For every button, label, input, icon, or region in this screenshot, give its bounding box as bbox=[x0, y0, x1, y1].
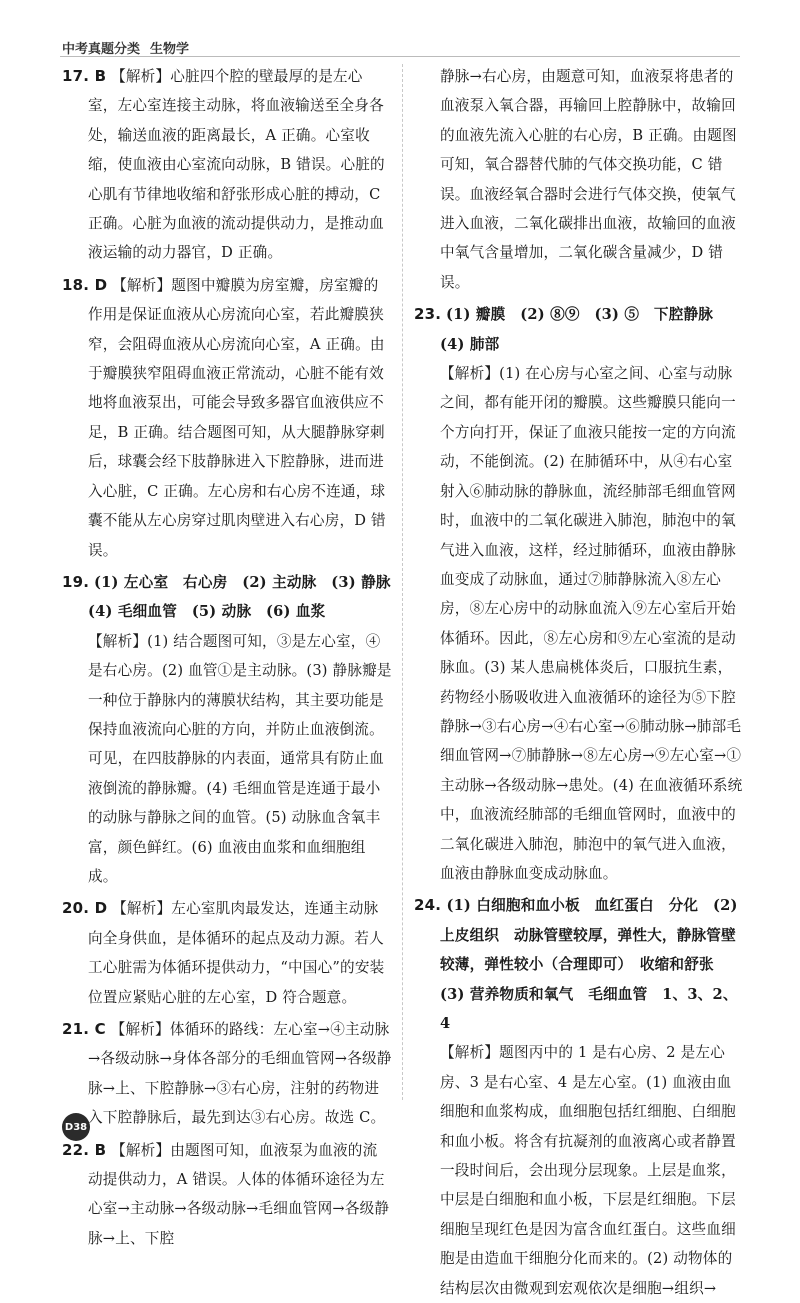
page-header bbox=[62, 38, 189, 57]
answer-item-21 bbox=[62, 1015, 392, 1133]
item-analysis: 静脉→右心房，由题意可知，血液泵将患者的血液泵入氧合器，再输回上腔静脉中，故输回的血液先流入心脏的右心房，B 正确。由题图可知，氧合器替代肺的气体交换功能，C 错误。血液经氧合器时会进行气体交换，使氧气进入血液，二氧化碳排出血液，故输回的血液中氧气含量增加，二氧化碳含量减少，D 错误。 bbox=[440, 68, 737, 291]
answer-item-20 bbox=[62, 894, 392, 1012]
item-number: 21. C bbox=[62, 1020, 106, 1038]
item-analysis: 【解析】(1) 在心房与心室之间、心室与动脉之间，都有能开闭的瓣膜。这些瓣膜只能向一个方向打开，保证了血液只能按一定的方向流动，不能倒流。(2) 在肺循环中，从④右心室射入⑥肺动脉的静脉血，流经肺部毛细血管网时，血液中的二氧化碳进入肺泡，肺泡中的氧气进入血液，这样，经过肺循环，血液由静脉血变成了动脉血，通过⑦肺静脉流入⑧左心房，⑧左心房中的动脉血流入⑨左心室后开始体循环。因此，⑧左心房和⑨左心室流的是动脉血。(3) 某人患扁桃体炎后，口服抗生素，药物经小肠吸收进入血液循环的途径为⑤下腔静脉→③右心房→④右心室→⑥肺动脉→肺部毛细血管网→⑦肺静脉→⑧左心房→⑨左心室→①主动脉→各级动脉→患处。(4) 在血液循环系统中，血液流经肺部的毛细血管网时，血液中的二氧化碳进入肺泡，肺泡中的氧气进入血液，血液由静脉血变成动脉血。 bbox=[440, 365, 743, 882]
item-number: 20. D bbox=[62, 899, 108, 918]
item-analysis: 【解析】题图丙中的 1 是右心房、2 是左心房、3 是右心室、4 是左心室。(1) 血液由血细胞和血浆构成，血细胞包括红细胞、白细胞和血小板。将含有抗凝剂的血液离心或者静置一段时间后，会出现分层现象。上层是血浆，中层是白细胞和血小板，下层是红细胞。下层细胞呈现红色是因为富含血红蛋白。这些血细胞是由造血干细胞分化而来的。(2) 动物体的结构层次由微观到宏观依次是细胞→组织→ bbox=[440, 1044, 736, 1297]
answer-item-22 bbox=[62, 1136, 392, 1254]
answer-item-18 bbox=[62, 271, 392, 565]
item-answer-continued: (4) 毛细血管 (5) 动脉 (6) 血浆 bbox=[88, 603, 326, 621]
item-analysis: 【解析】心脏四个腔的壁最厚的是左心室，左心室连接主动脉，将血液输送至全身各处，输送血液的距离最长，A 正确。心室收缩，使血液由心室流向动脉，B 错误。心脏的心肌有节律地收缩和舒张形成心脏的搏动，C 正确。心脏为血液的流动提供动力，是推动血液运输的动力器官，D 正确。 bbox=[88, 68, 385, 262]
item-number: 22. B bbox=[62, 1140, 107, 1159]
answer-item-24 bbox=[414, 891, 744, 1303]
item-number: 19. bbox=[62, 572, 90, 591]
column-divider bbox=[402, 64, 403, 1100]
item-analysis: 【解析】题图中瓣膜为房室瓣，房室瓣的作用是保证血液从心房流向心室，若此瓣膜狭窄，会阻碍血液从心房流向心室，A 正确。由于瓣膜狭窄阻碍血液正常流动，心脏不能有效地将血液泵出，可能会导致多器官血液供应不足，B 正确。结合题图可知，从大腿静脉穿刺后，球囊会经下肢静脉进入下腔静脉，进而进入心脏，C 正确。左心房和右心房不连通，球囊不能从左心房穿过肌肉壁进入右心房，D 错误。 bbox=[88, 276, 386, 559]
item-answer: (1) 左心室 右心房 (2) 主动脉 (3) 静脉 bbox=[94, 573, 391, 591]
item-answer: (1) 瓣膜 (2) ⑧⑨ (3) ⑤ 下腔静脉 (4) 肺部 bbox=[440, 306, 728, 353]
subject-title: 生物学 bbox=[150, 42, 190, 57]
answer-item-17 bbox=[62, 62, 392, 268]
item-answer: (1) 白细胞和血小板 血红蛋白 分化 (2) 上皮组织 动脉管壁较厚，弹性大，静脉管壁较薄，弹性较小（合理即可） 收缩和舒张 (3) 营养物质和氧气 毛细血管 1、3、2、4 bbox=[440, 897, 738, 1032]
series-title: 中考真题分类 bbox=[62, 42, 141, 57]
item-number: 17. B bbox=[62, 67, 107, 85]
answer-item-19 bbox=[62, 568, 392, 891]
item-analysis: 【解析】(1) 结合题图可知，③是左心室，④是右心房。(2) 血管①是主动脉。(3) 静脉瓣是一种位于静脉内的薄膜状结构，其主要功能是保持血液流向心脏的方向，并防止血液倒流。可见，在四肢静脉的内表面，通常具有防止血液倒流的静脉瓣。(4) 毛细血管是连通于最小的动脉与静脉之间的血管。(5) 动脉血含氧丰富，颜色鲜红。(6) 血液由血浆和血细胞组成。 bbox=[88, 632, 392, 885]
answer-item-23 bbox=[414, 300, 744, 888]
header-rule bbox=[60, 56, 740, 57]
item-number: 18. D bbox=[62, 275, 108, 294]
item-analysis: 【解析】由题图可知，血液泵为血液的流动提供动力，A 错误。人体的体循环途径为左心室→主动脉→各级动脉→毛细血管网→各级静脉→上、下腔 bbox=[88, 1141, 390, 1247]
page-number-badge bbox=[62, 1113, 90, 1141]
right-column bbox=[414, 62, 744, 1303]
item-number: 23. bbox=[414, 305, 442, 324]
item-analysis: 【解析】体循环的路线：左心室→④主动脉→各级动脉→身体各部分的毛细血管网→各级静脉→上、下腔静脉→③右心房，注射的药物进入下腔静脉后，最先到达③右心房。故选 C。 bbox=[88, 1021, 392, 1127]
answer-item-22-continued bbox=[414, 62, 744, 297]
item-number: 24. bbox=[414, 896, 442, 915]
item-analysis: 【解析】左心室肌肉最发达，连通主动脉向全身供血，是体循环的起点及动力源。若人工心脏需为体循环提供动力，“中国心”的安装位置应紧贴心脏的左心室，D 符合题意。 bbox=[88, 900, 385, 1006]
left-column bbox=[62, 62, 392, 1253]
page-number: D38 bbox=[64, 1121, 88, 1133]
